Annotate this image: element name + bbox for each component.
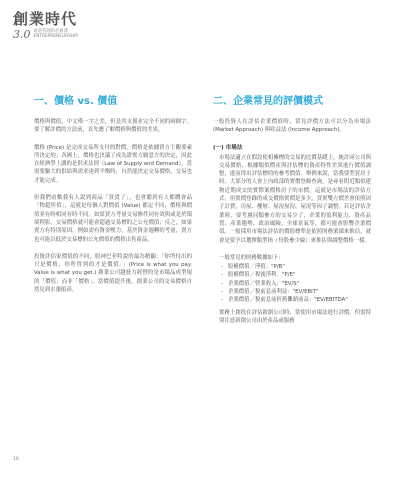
right-column	[213, 95, 371, 334]
paragraph: 市場法適立在假設使相擁標的交易的比價基礎上，統計同公司與交易價格，根據類似價產與評估標的資產特性差異進行價值調整，進而得出評估標的的參考價值。舉例來說，當我要型買房子時，大部分的人會上內政部的實價登錄查詢，是尋看附近類似建物近期成交的實際案價格房子的市價，這就是市場法的評估方式。但實價登錄的成交價格實價是多少，買賣雙方價差會依照因子計費，房屋、樓層、屋況屋況、屋況等因子調整。若是評估企業時，要考慮同類參方的交易少了，企業的盈利能力、資產品質、產業趨勢、政治風險、全球景氣等，都可能會影響企業價值。一般採用市場法評估的價值標準是依照財務業績來推估，就會是要予以選擇類型指（每股參少線）來推估與調整價格一樣。	[219, 154, 371, 244]
ratio-list	[213, 263, 371, 304]
section-heading-price-vs-value: 一、價格 vs. 價值	[34, 96, 118, 107]
brand-version: 3.0	[13, 28, 31, 41]
brand-subtitle-zh: 財富管理的必修課	[33, 29, 68, 34]
page-number: 16	[13, 457, 19, 462]
section-heading-valuation-models: 二、企業常見的評價模式	[213, 96, 323, 107]
list-item: - 股權價值／淨值："P/B"	[221, 263, 371, 271]
paragraph: 投資評估家價值的不同，股神巴菲特說的最為精闢：「你所付出的只是價格，你所得到的才是價值。」(Price is what you pay. Value is what you get.) 創業公司越發力經營的是市場品成型規的「價值」而非「價格」，當價值提升後，創業公司的交易價格自然見到水漲船高。	[34, 253, 192, 294]
paragraph: 實務上創投在評估新創公司時，常使用市場法進行評價。但需特別注意新創公司由於產品或服務	[219, 309, 371, 324]
left-column	[34, 95, 192, 303]
paragraph: 但我們看數我有人說到商品「買貴了」，也會聽到有人都體會品「物超所值」，這就是每個人對價值 (Value) 都定不同，價格與價值並有時相同有時不同。如果買方考量交易條件同有效與或是於環境程影，交易價格就可能會超過交易標的之公允價值；反之，如果賣方有特別原因，例如需有資金壓力，基於資金週轉的考量，賣方也可能以低於交易標的公允價值的價格出售商品。	[34, 195, 192, 243]
paragraph: 價格 (Price) 是完成交易所支付的對價，價格是依據買方主觀要素所決定的；各國上，價格也決議了成為證實方願意方的決定，因此在經濟學上講的是供求法則（Law of Supply and Demand）。當需要驅大的供給與需求達到平衡時，自然能決定交易價格，交易也才能完成。	[34, 144, 192, 184]
paragraph: 一般投資人在評估企業價值時，常見評價方法可以分為市場法 (Market Approach) 與收益法 (Income Approach)。	[213, 119, 371, 134]
list-item: - 企業價值／稅前息前折舊攤銷前益："EV/EBITDA"	[221, 296, 371, 304]
list-item: - 企業價值／營業收入："EV/S"	[221, 280, 371, 288]
brand-row	[13, 29, 78, 41]
list-intro: 一般常見的財務數據如下：	[219, 254, 284, 261]
list-item: - 企業價值／稅前息前利益："EV/EBIT"	[221, 288, 371, 296]
list-item: - 股權價值／稅後淨利："P/E"	[221, 271, 371, 279]
brand-subtitle-en: ENTREPRENEURSHIP	[33, 34, 78, 39]
subsection-heading-market-approach: (一) 市場法	[213, 144, 243, 151]
paragraph: 價格與價值，中文僅一字之差，但是其支援並完全不同的兩個字。要了解評價的方法前，首先應了解價格與價值的差異。	[34, 119, 192, 134]
brand-logo	[13, 11, 78, 41]
brand-title: 創業時代	[13, 10, 78, 28]
